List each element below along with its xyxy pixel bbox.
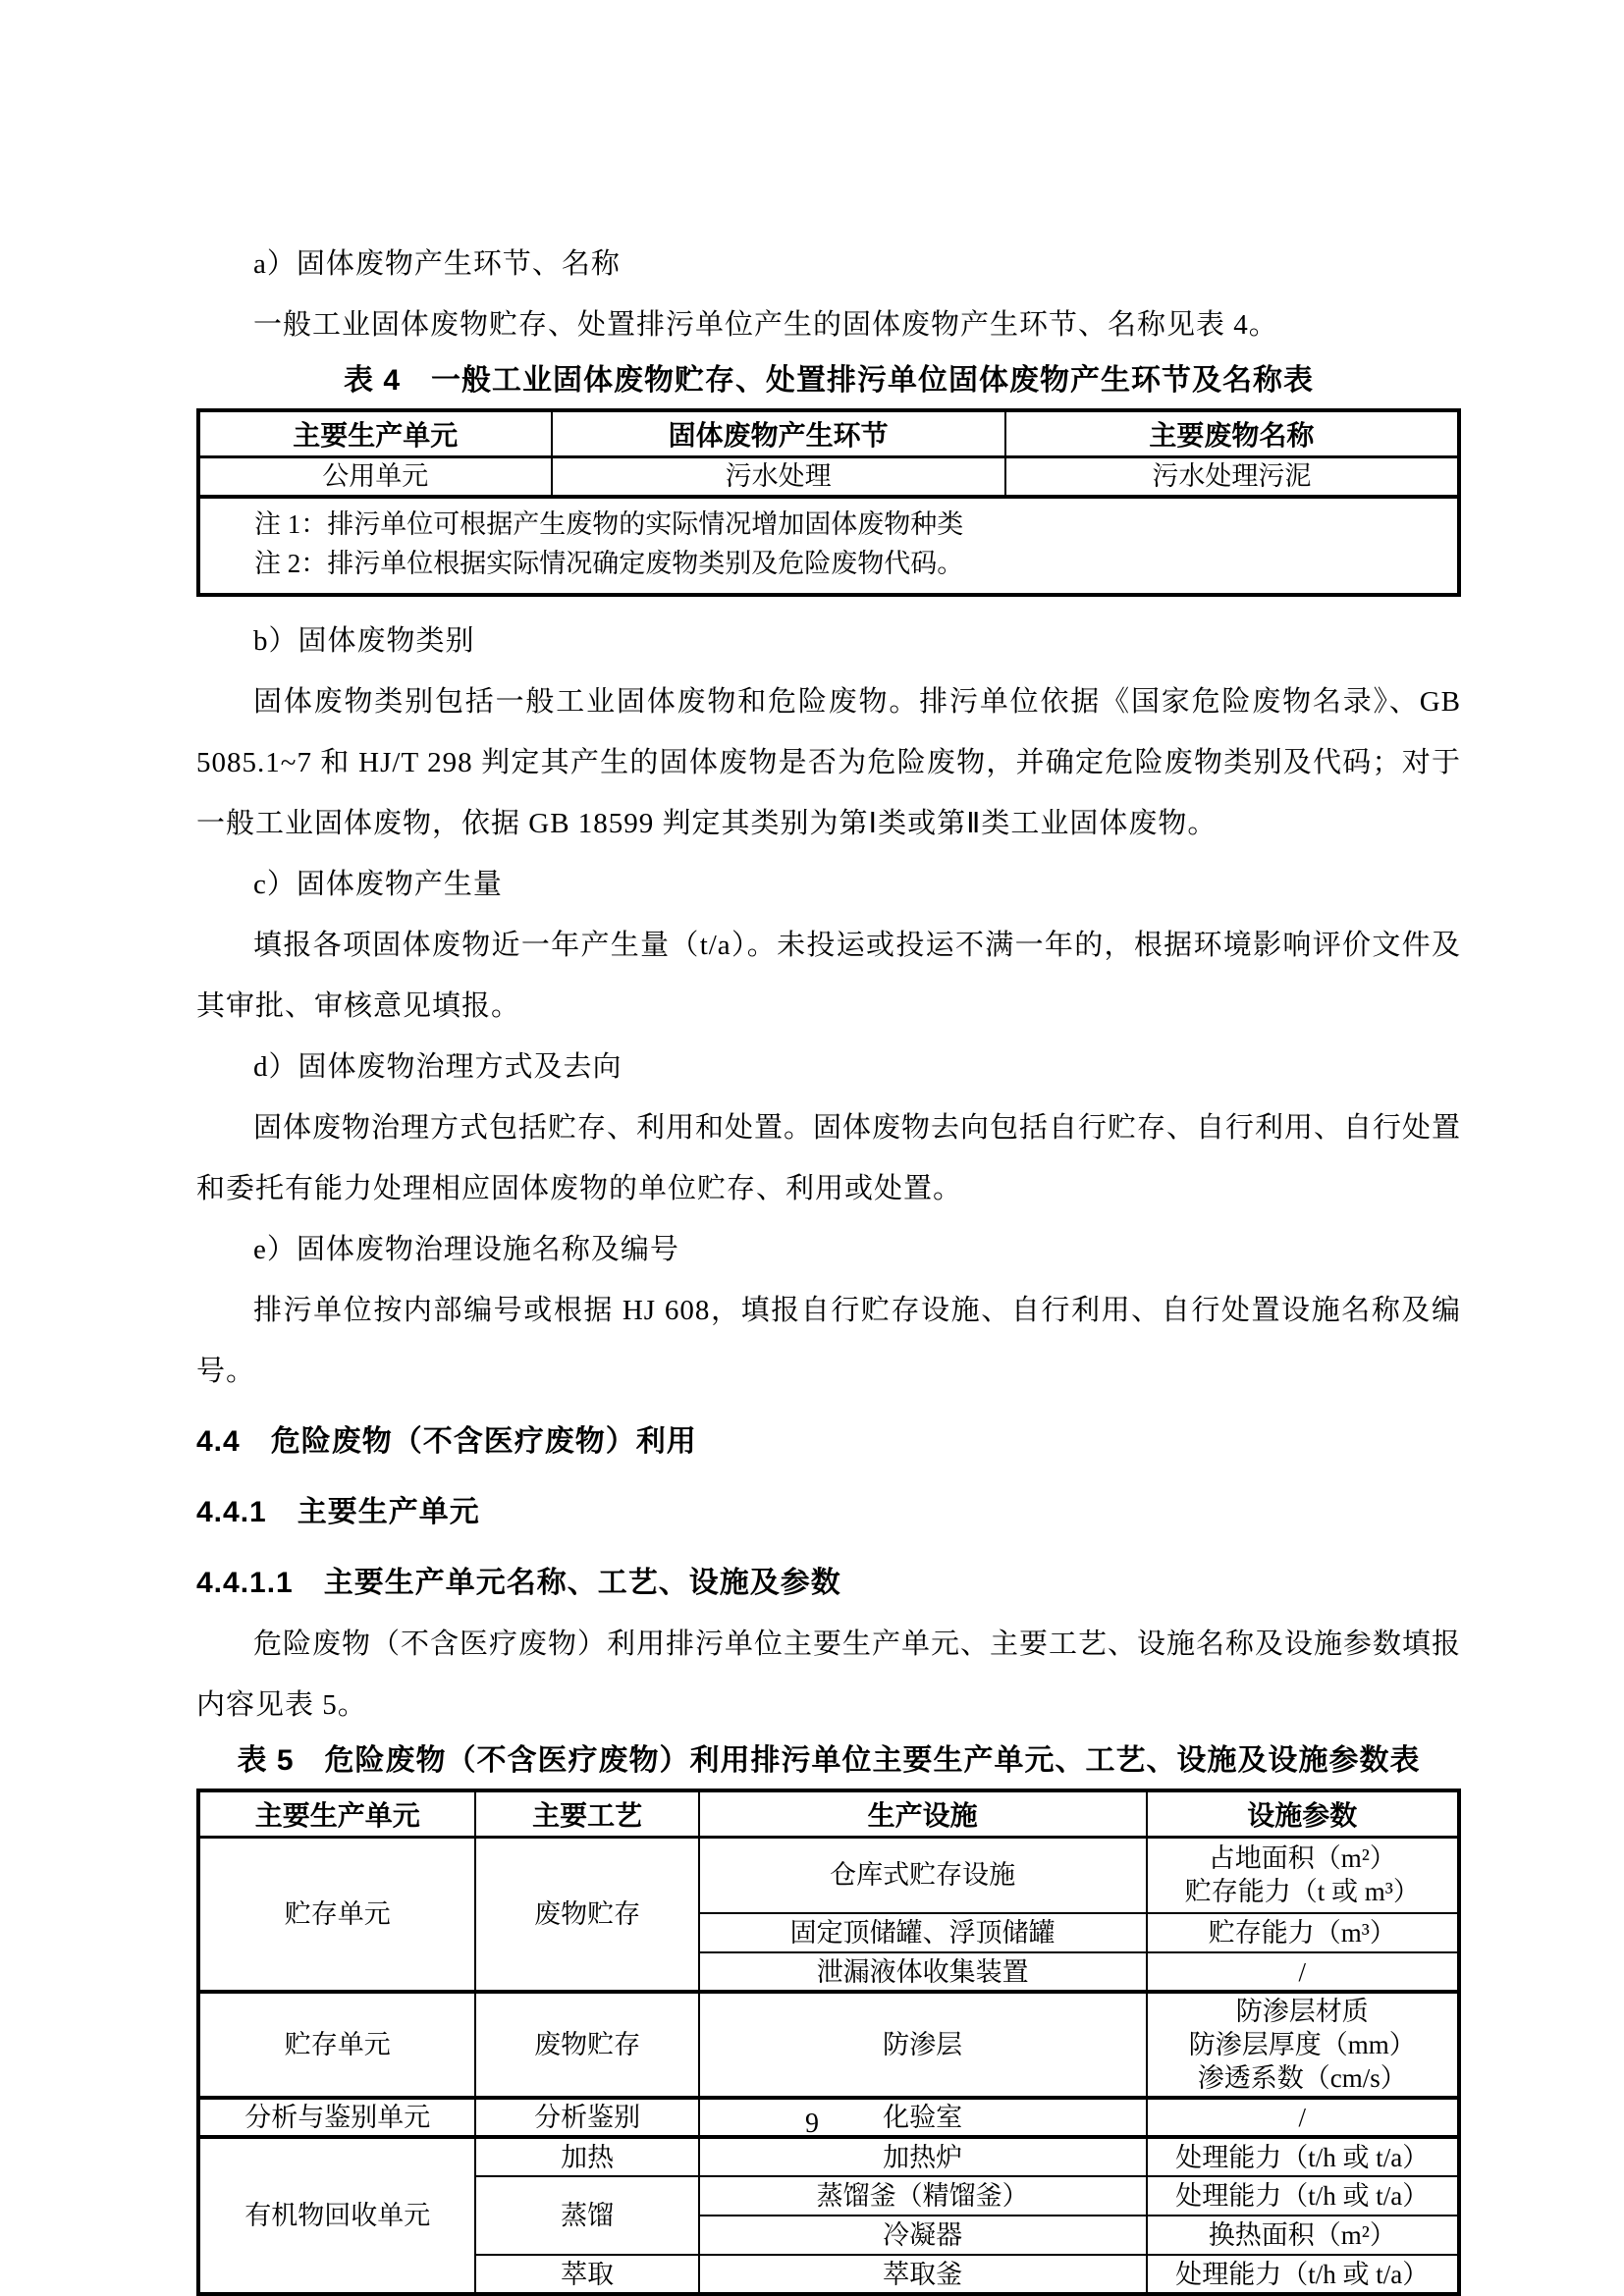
table4-cell-stage: 污水处理: [552, 457, 1005, 497]
paragraph-table5-intro: 危险废物（不含医疗废物）利用排污单位主要生产单元、主要工艺、设施名称及设施参数填报内容见表 5。: [196, 1628, 1462, 1721]
cell-heating-facility: 加热炉: [699, 2137, 1147, 2176]
cell-extraction-facility: 萃取釜: [699, 2255, 1147, 2294]
table5-header-row: [198, 1790, 1459, 1838]
cell-analysis-unit: 分析与鉴别单元: [198, 2098, 475, 2137]
table5-header-unit: 主要生产单元: [198, 1790, 475, 1838]
table5-title: 表 5 危险废物（不含医疗废物）利用排污单位主要生产单元、工艺、设施及设施参数表: [237, 1743, 1421, 1777]
table5-header-facility: 生产设施: [699, 1790, 1147, 1838]
cell-liner-params: [1147, 1992, 1459, 2098]
heading-4-4: 4.4 危险废物（不含医疗废物）利用: [196, 1424, 697, 1458]
table4: [196, 408, 1461, 597]
table4-cell-waste-name: 污水处理污泥: [1005, 457, 1459, 497]
cell-distillation-params: 处理能力（t/h 或 t/a）: [1147, 2176, 1459, 2216]
item-d-heading: d）固体废物治理方式及去向: [253, 1050, 623, 1083]
paragraph-d: 固体废物治理方式包括贮存、利用和处置。固体废物去向包括自行贮存、自行利用、自行处置和委托有能力处理相应固体废物的单位贮存、利用或处置。: [196, 1111, 1462, 1204]
cell-condenser-params: 换热面积（m²）: [1147, 2216, 1459, 2255]
table4-header-waste-name: 主要废物名称: [1005, 410, 1459, 457]
table5: [196, 1789, 1461, 2296]
item-b-heading: b）固体废物类别: [253, 624, 475, 657]
cell-waste-storage-1: 废物贮存: [475, 1837, 698, 1992]
cell-storage-unit-2: 贮存单元: [198, 1992, 475, 2098]
table4-cell-unit: 公用单元: [198, 457, 552, 497]
heading-4-4-1: 4.4.1 主要生产单元: [196, 1495, 480, 1528]
table5-row-warehouse: [198, 1837, 1459, 1913]
table4-header-row: [198, 410, 1459, 457]
cell-distillation-facility: 蒸馏釜（精馏釜）: [699, 2176, 1147, 2216]
heading-4-4-1-1: 4.4.1.1 主要生产单元名称、工艺、设施及参数: [196, 1566, 841, 1599]
paragraph-b: 固体废物类别包括一般工业固体废物和危险废物。排污单位依据《国家危险废物名录》、GB 5085.1~7 和 HJ/T 298 判定其产生的固体废物是否为危险废物，并确定危险废物类别及代码；对于一般工业固体废物，依据 GB 18599 判定其类别为第Ⅰ类或第Ⅱ类工业固体废物。: [196, 685, 1461, 839]
paragraph-a: 一般工业固体废物贮存、处置排污单位产生的固体废物产生环节、名称见表 4。: [253, 309, 1278, 341]
table4-header-unit: 主要生产单元: [198, 410, 552, 457]
param-liner-thickness: 防渗层厚度（mm）: [1188, 2030, 1416, 2059]
table4-notes-row: [198, 497, 1459, 595]
cell-storage-unit-1: 贮存单元: [198, 1837, 475, 1992]
paragraph-e: 排污单位按内部编号或根据 HJ 608，填报自行贮存设施、自行利用、自行处置设施名称及编号。: [196, 1294, 1461, 1387]
cell-waste-storage-2: 废物贮存: [475, 1992, 698, 2098]
cell-heating-process: 加热: [475, 2137, 698, 2176]
item-a-heading: a）固体废物产生环节、名称: [253, 248, 621, 280]
item-c-heading: c）固体废物产生量: [253, 868, 503, 900]
param-storage-capacity-t-m3: 贮存能力（t 或 m³）: [1184, 1877, 1420, 1907]
table4-title: 表 4 一般工业固体废物贮存、处置排污单位固体废物产生环节及名称表: [343, 364, 1315, 397]
cell-extraction-process: 萃取: [475, 2255, 698, 2294]
page-number: 9: [805, 2109, 819, 2139]
cell-tank-params: 贮存能力（m³）: [1147, 1913, 1459, 1952]
cell-liner-facility: 防渗层: [699, 1992, 1147, 2098]
cell-warehouse-params: [1147, 1837, 1459, 1913]
table5-row-heating: [198, 2137, 1459, 2176]
cell-warehouse-facility: 仓库式贮存设施: [699, 1837, 1147, 1913]
cell-leak-params: /: [1147, 1952, 1459, 1992]
table5-header-process: 主要工艺: [475, 1790, 698, 1838]
cell-condenser-facility: 冷凝器: [699, 2216, 1147, 2255]
table5-header-params: 设施参数: [1147, 1790, 1459, 1838]
table4-note-2: 注 2：排污单位根据实际情况确定废物类别及危险废物代码。: [254, 548, 964, 578]
cell-analysis-params: /: [1147, 2098, 1459, 2137]
page-content: [196, 0, 1461, 2296]
paragraph-c: 填报各项固体废物近一年产生量（t/a）。未投运或投运不满一年的，根据环境影响评价文件及其审批、审核意见填报。: [196, 929, 1461, 1022]
param-permeability: 渗透系数（cm/s）: [1197, 2063, 1407, 2093]
cell-analysis-facility: 化验室: [699, 2098, 1147, 2137]
cell-tank-facility: 固定顶储罐、浮顶储罐: [699, 1913, 1147, 1952]
table5-row-liner: [198, 1992, 1459, 2098]
cell-leak-facility: 泄漏液体收集装置: [699, 1952, 1147, 1992]
param-liner-material: 防渗层材质: [1235, 1997, 1369, 2026]
table4-data-row: [198, 457, 1459, 497]
cell-distillation-process: 蒸馏: [475, 2176, 698, 2255]
cell-organic-recovery-unit: 有机物回收单元: [198, 2137, 475, 2294]
cell-heating-params: 处理能力（t/h 或 t/a）: [1147, 2137, 1459, 2176]
cell-extraction-params: 处理能力（t/h 或 t/a）: [1147, 2255, 1459, 2294]
param-floor-area: 占地面积（m²）: [1208, 1843, 1396, 1874]
table4-header-stage: 固体废物产生环节: [552, 410, 1005, 457]
item-e-heading: e）固体废物治理设施名称及编号: [253, 1233, 679, 1265]
table4-note-1: 注 1：排污单位可根据产生废物的实际情况增加固体废物种类: [254, 508, 964, 539]
cell-analysis-process: 分析鉴别: [475, 2098, 698, 2137]
table4-notes-cell: [198, 497, 1459, 595]
